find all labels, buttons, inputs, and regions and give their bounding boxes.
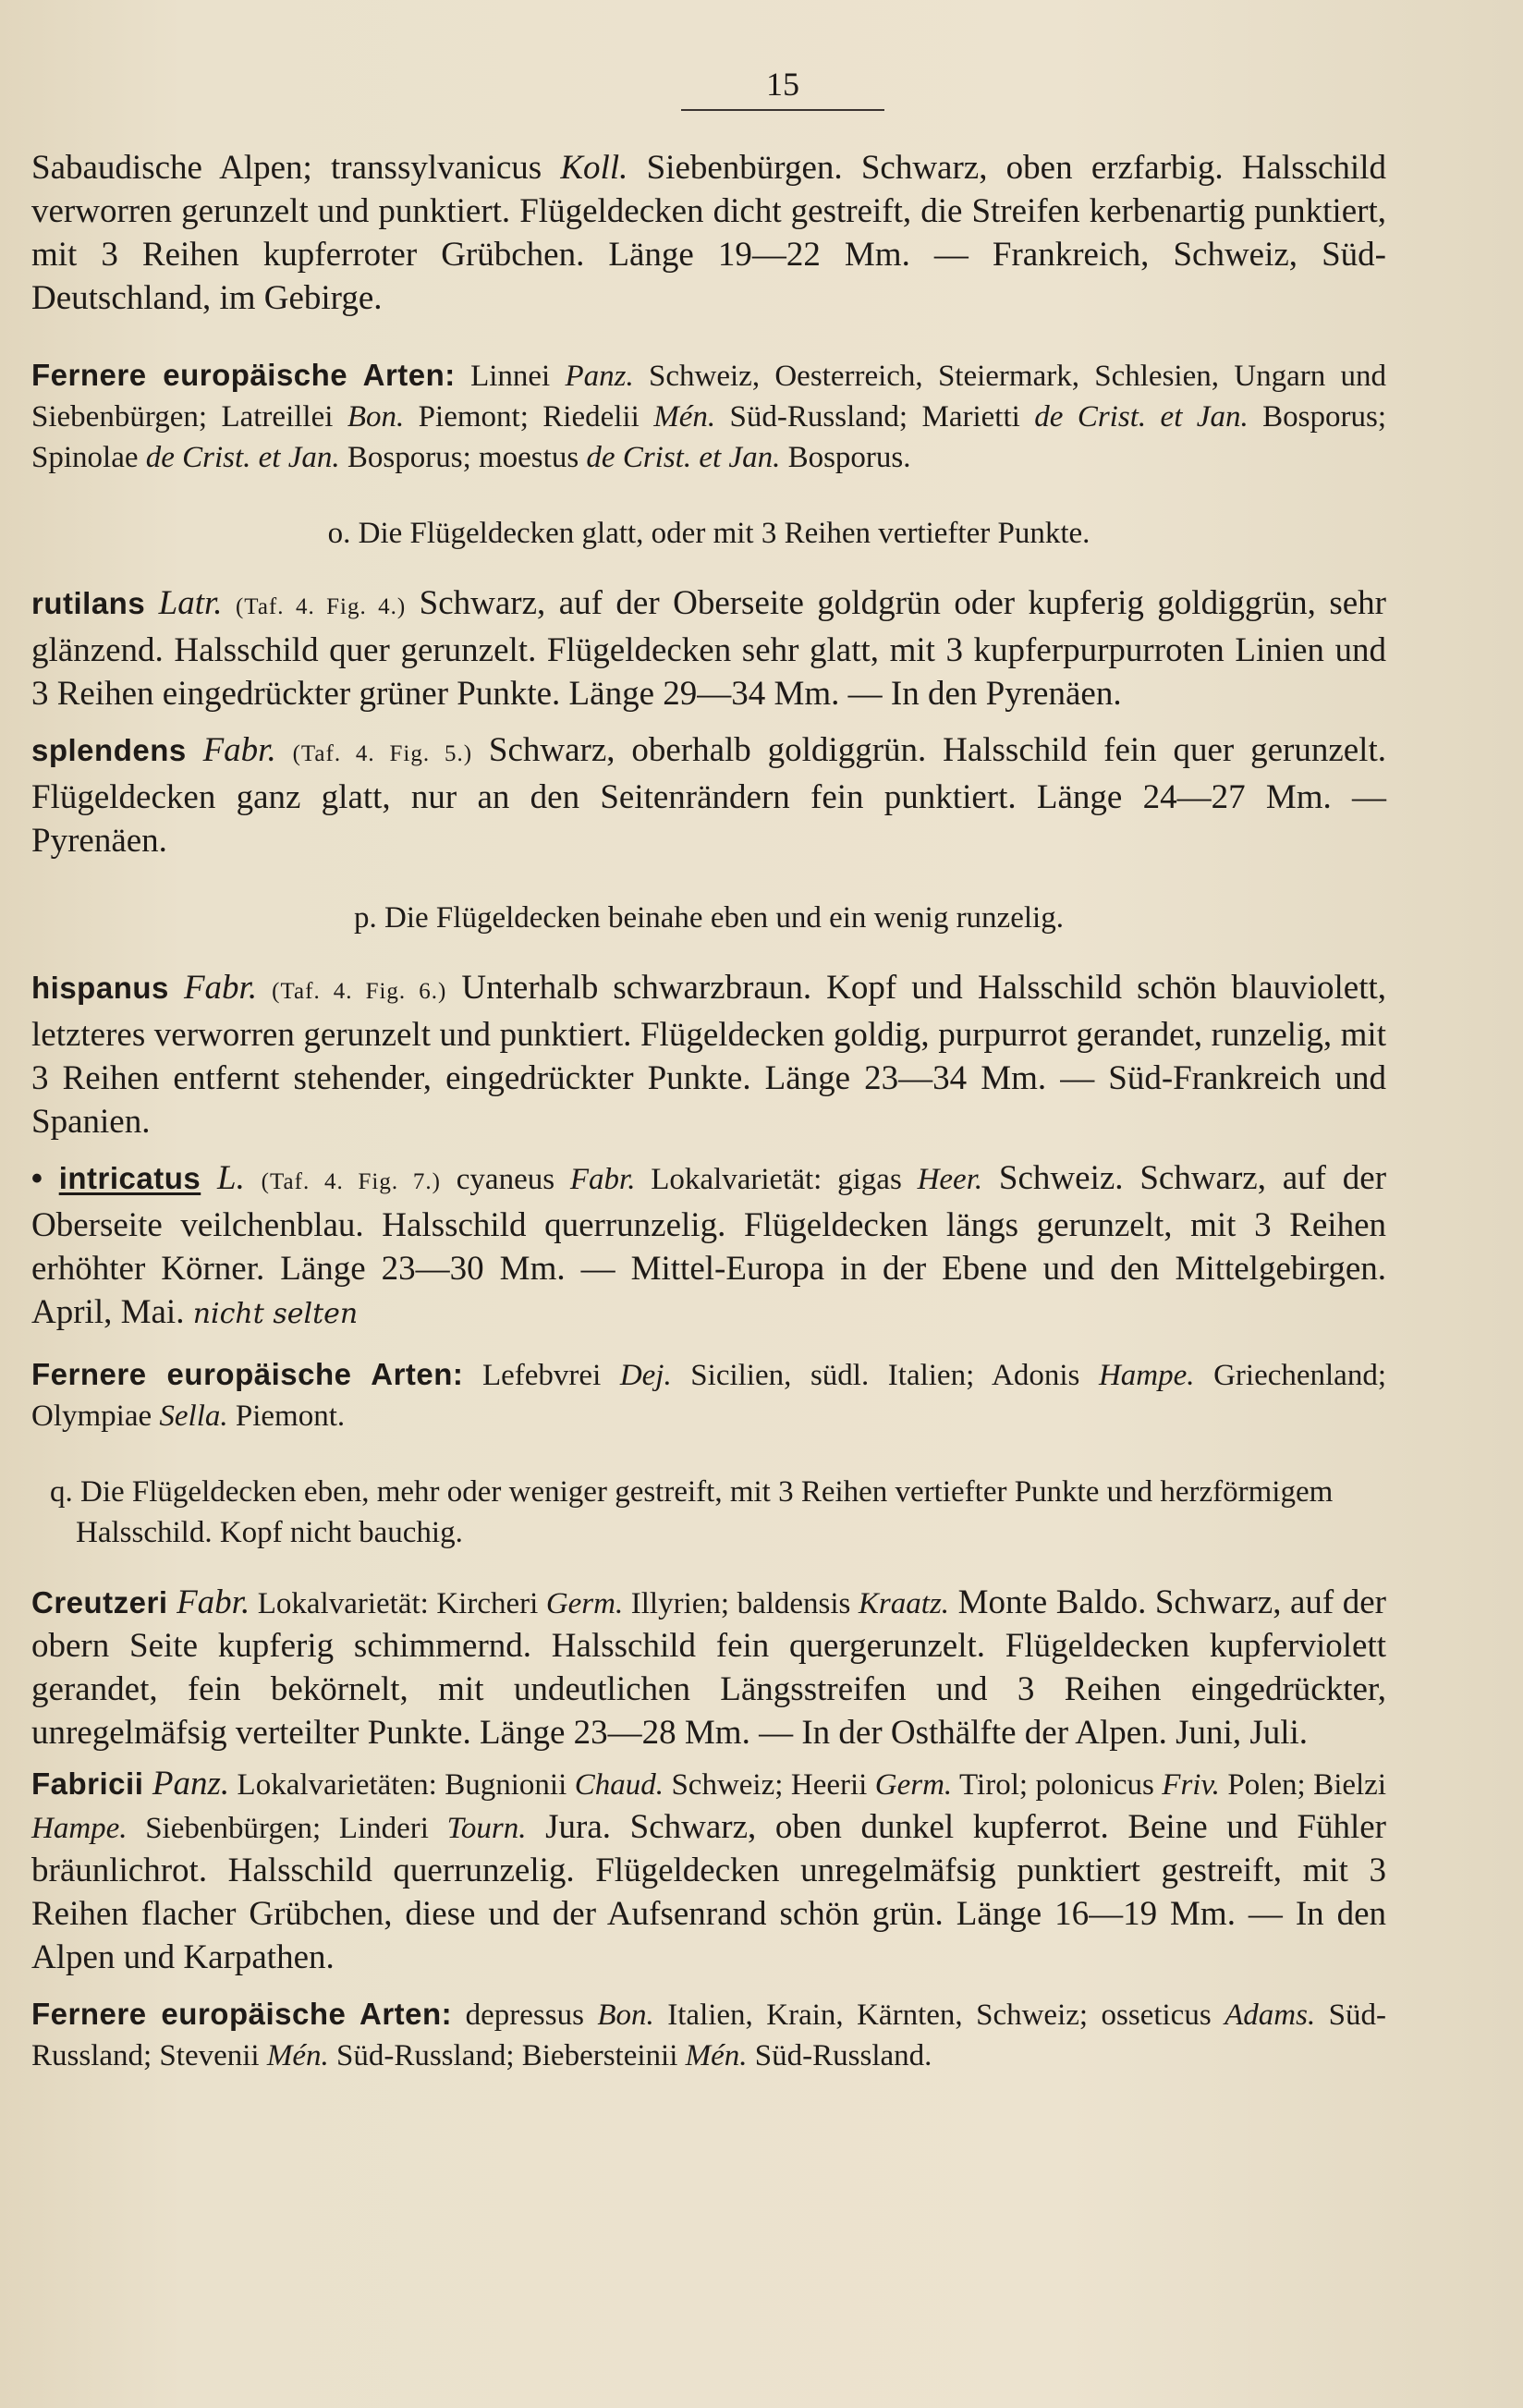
text: Polen; Bielzi	[1219, 1768, 1386, 1802]
text: Italien, Krain, Kärnten, Schweiz; osseticus	[653, 1999, 1225, 2032]
text: Bosporus; moestus	[339, 441, 587, 474]
label: Fernere europäische Arten:	[31, 1997, 453, 2031]
text: Unterhalb schwarzbraun. Kopf und Halsschild schön blauviolett, letzteres verworren gerunzelt und punktiert. Flügeldecken goldig, purpurrot gerandet, runzelig, mit 3 Reihen entfernt stehender, eingedrückter Punkte. Länge 23—34 Mm. — Süd-Frankreich und Spanien.	[31, 969, 1387, 1141]
author: Fabr.	[569, 1163, 636, 1196]
figure-ref: (Taf. 4. Fig. 5.)	[292, 741, 473, 766]
label: Fernere europäische Arten:	[31, 1357, 464, 1391]
text: Süd-Russland; Marietti	[715, 400, 1035, 434]
species-fabricii	[31, 1762, 1386, 1979]
text: Süd-Russland; Biebersteinii	[328, 2039, 686, 2072]
author: Kraatz.	[858, 1587, 950, 1620]
species-intricatus	[31, 1156, 1386, 1336]
species-creutzeri	[31, 1581, 1386, 1754]
figure-ref: (Taf. 4. Fig. 4.)	[235, 594, 407, 619]
author: Sella.	[159, 1400, 228, 1433]
species-name: rutilans	[31, 586, 146, 620]
section-heading-q: q. Die Flügeldecken eben, mehr oder weniger gestreift, mit 3 Reihen vertiefter Punkte und herzförmigem Halsschild. Kopf nicht bauchig.	[50, 1475, 1334, 1549]
author: Hampe.	[1098, 1359, 1195, 1392]
other-species-3	[31, 1994, 1386, 2076]
author: Mén.	[653, 400, 716, 434]
text: Jura. Schwarz, oben dunkel kupferrot. Beine und Fühler bräunlichrot. Halsschild querrunzelig. Flügeldecken unregelmäfsig punktiert gestreift, mit 3 Reihen flacher Grübchen, diese und der Aufsenrand schön grün. Länge 16—19 Mm. — In den Alpen und Karpathen.	[31, 1808, 1386, 1976]
other-species-2	[31, 1354, 1386, 1436]
text: Süd-Russland; Stevenii	[31, 1999, 1387, 2072]
text: Schwarz, auf der Oberseite goldgrün oder kupferig goldiggrün, sehr glänzend. Halsschild quer gerunzelt. Flügeldecken sehr glatt, mit 3 kupferpurpurroten Linien und 3 Reihen eingedrückter grüner Punkte. Länge 29—34 Mm. — In den Pyrenäen.	[31, 584, 1386, 713]
author: Fabr.	[202, 731, 276, 769]
text: depressus	[452, 1999, 598, 2032]
author: L.	[217, 1159, 245, 1197]
handwritten-note: nicht selten	[192, 1298, 359, 1330]
author: Panz.	[152, 1765, 230, 1803]
text: Schweiz; Heerii	[663, 1768, 875, 1802]
species-name: intricatus	[58, 1161, 201, 1195]
author: de Crist. et Jan.	[1034, 400, 1249, 434]
text: Lokalvarietät: gigas	[635, 1163, 918, 1196]
species-splendens	[31, 728, 1386, 862]
text: Monte Baldo. Schwarz, auf der obern Seite kupferig schimmernd. Halsschild fein quergerunzelt. Flügeldecken kupferviolett gerandet, fein bekörnelt, mit undeutlichen Längsstreifen und 3 Reihen eingedrückter, unregelmäfsig verteilter Punkte. Länge 23—28 Mm. — In der Osthälfte der Alpen. Juni, Juli.	[31, 1583, 1387, 1752]
author: Mén.	[685, 2039, 748, 2072]
author: Germ.	[874, 1768, 953, 1802]
author: Fabr.	[183, 969, 258, 1007]
text: Siebenbürgen; Linderi	[127, 1812, 447, 1845]
author: Bon.	[347, 400, 405, 434]
author: Germ.	[545, 1587, 624, 1620]
section-heading-p: p. Die Flügeldecken beinahe eben und ein wenig runzelig.	[354, 901, 1064, 935]
text: Illyrien; baldensis	[623, 1587, 859, 1620]
text: Lokalvarietäten: Bugnionii	[229, 1768, 575, 1802]
author: Mén.	[266, 2039, 329, 2072]
species-name: Creutzeri	[31, 1585, 168, 1620]
other-species-1	[31, 355, 1386, 478]
species-name: splendens	[31, 733, 187, 767]
text: Lokalvarietät: Kircheri	[250, 1587, 546, 1620]
author: Adams.	[1224, 1999, 1316, 2032]
section-heading-o: o. Die Flügeldecken glatt, oder mit 3 Reihen vertiefter Punkte.	[327, 517, 1090, 550]
text: Schweiz. Schwarz, auf der Oberseite veilchenblau. Halsschild querrunzelig. Flügeldecken längs gerunzelt, mit 3 Reihen erhöhter Körner. Länge 23—30 Mm. — Mittel-Europa in der Ebene und den Mittelgebirgen. April, Mai.	[31, 1159, 1387, 1331]
text: Griechenland; Olympiae	[31, 1359, 1386, 1433]
author: de Crist. et Jan.	[586, 441, 781, 474]
text: cyaneus	[441, 1163, 570, 1196]
species-hispanus	[31, 966, 1386, 1143]
text: Lefebvrei	[463, 1359, 620, 1392]
text: Süd-Russland.	[747, 2039, 932, 2072]
species-name: Fabricii	[31, 1766, 144, 1801]
text: Piemont.	[227, 1400, 346, 1433]
species-name: hispanus	[31, 971, 169, 1005]
text: Sabaudische Alpen; transsylvanicus	[31, 149, 561, 187]
text: Piemont; Riedelii	[404, 400, 654, 434]
paragraph-continuation	[31, 146, 1386, 320]
figure-ref: (Taf. 4. Fig. 7.)	[261, 1169, 441, 1194]
species-rutilans	[31, 581, 1386, 715]
text: Sicilien, südl. Italien; Adonis	[671, 1359, 1099, 1392]
author: Tourn.	[446, 1812, 527, 1845]
author: Fabr.	[177, 1583, 250, 1621]
label: Fernere europäische Arten:	[31, 358, 456, 392]
author: de Crist. et Jan.	[145, 441, 340, 474]
text: Siebenbürgen. Schwarz, oben erzfarbig. Halsschild verworren gerunzelt und punktiert. Flügeldecken dicht gestreift, die Streifen kerbenartig punktiert, mit 3 Reihen kupferroter Grübchen. Länge 19—22 Mm. — Frankreich, Schweiz, Süd-Deutschland, im Gebirge.	[31, 149, 1386, 317]
author: Bon.	[597, 1999, 654, 2032]
text: Bosporus.	[780, 441, 911, 474]
author: Dej.	[619, 1359, 672, 1392]
author: Hampe.	[31, 1812, 128, 1845]
text: Schweiz, Oesterreich, Steiermark, Schlesien, Ungarn und Siebenbürgen; Latreillei	[31, 360, 1386, 434]
ink-mark: •	[31, 1161, 43, 1196]
author: Heer.	[917, 1163, 983, 1196]
text: Bosporus; Spinolae	[31, 400, 1386, 474]
author: Koll.	[560, 149, 628, 187]
author: Latr.	[158, 584, 223, 622]
page-number: 15	[766, 66, 799, 103]
author: Panz.	[565, 360, 634, 393]
text: Tirol; polonicus	[952, 1768, 1163, 1802]
text: Schwarz, oberhalb goldiggrün. Halsschild fein quer gerunzelt. Flügeldecken ganz glatt, nur an den Seitenrändern fein punktiert. Länge 24—27 Mm. — Pyrenäen.	[31, 731, 1386, 860]
figure-ref: (Taf. 4. Fig. 6.)	[272, 979, 447, 1004]
author: Chaud.	[574, 1768, 664, 1802]
author: Friv.	[1162, 1768, 1220, 1802]
header-rule	[681, 109, 884, 111]
text: Linnei	[455, 360, 566, 393]
